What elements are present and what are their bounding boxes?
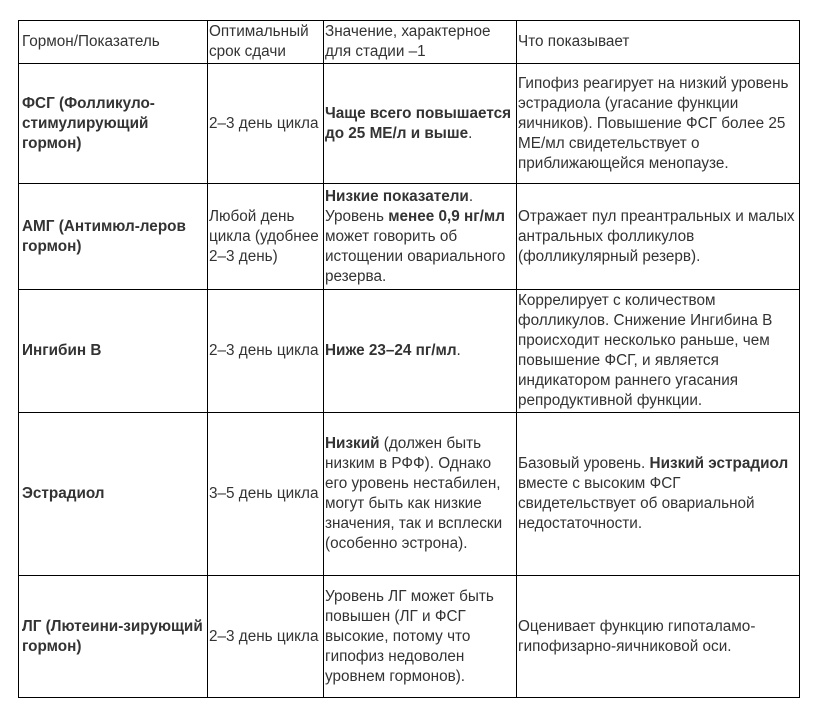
cell-hormone xyxy=(19,290,208,413)
meaning-text-2: вместе с высоким ФСГ свидетельствует об овариальной недостаточности. xyxy=(518,475,755,532)
value-bold: Чаще всего повышается до 25 МЕ/л и выше xyxy=(325,104,512,142)
value-bold-2: менее 0,9 нг/мл xyxy=(388,207,505,225)
cell-timing: Любой день цикла (удобнее 2–3 день) xyxy=(208,184,324,290)
cell-value: Уровень ЛГ может быть повышен (ЛГ и ФСГ высокие, потому что гипофиз недоволен уровнем гормонов). xyxy=(324,576,517,698)
table-row-amh xyxy=(19,184,800,290)
hormone-name: АМГ (Антимюл-леров гормон) xyxy=(22,217,186,255)
cell-hormone xyxy=(19,413,208,576)
cell-meaning: Гипофиз реагирует на низкий уровень эстрадиола (угасание функции яичников). Повышение ФСГ более 25 МЕ/мл свидетельствует о приближающейся менопаузе. xyxy=(517,64,800,184)
cell-timing: 2–3 день цикла xyxy=(208,576,324,698)
cell-timing: 2–3 день цикла xyxy=(208,64,324,184)
cell-hormone xyxy=(19,184,208,290)
cell-meaning: Оценивает функцию гипоталамо-гипофизарно-яичниковой оси. xyxy=(517,576,800,698)
hormone-name: ФСГ (Фолликуло-стимулирующий гормон) xyxy=(22,94,155,152)
value-bold: Ниже 23–24 пг/мл xyxy=(325,342,457,359)
table-row-fsh xyxy=(19,64,800,184)
cell-hormone xyxy=(19,576,208,698)
value-text: (должен быть низким в РФФ). Однако его уровень нестабилен, могут быть как низкие значения, так и всплески (особенно эстрона). xyxy=(325,435,503,552)
value-text: . Уровень xyxy=(325,187,474,225)
hormone-table xyxy=(18,20,800,698)
table-header-row xyxy=(19,21,800,64)
hormone-name: Эстрадиол xyxy=(22,485,105,502)
table-row-estradiol xyxy=(19,413,800,576)
table-row-inhibin xyxy=(19,290,800,413)
value-text: . xyxy=(456,342,461,359)
header-value: Значение, характерное для стадии –1 xyxy=(324,21,517,64)
cell-value xyxy=(324,290,517,413)
cell-timing: 3–5 день цикла xyxy=(208,413,324,576)
cell-meaning xyxy=(517,413,800,576)
cell-meaning: Отражает пул преантральных и малых антральных фолликулов (фолликулярный резерв). xyxy=(517,184,800,290)
cell-timing: 2–3 день цикла xyxy=(208,290,324,413)
header-hormone: Гормон/Показатель xyxy=(19,21,208,64)
value-bold: Низкий xyxy=(325,435,380,452)
hormone-name: Ингибин В xyxy=(22,342,102,359)
cell-value xyxy=(324,413,517,576)
hormone-name: ЛГ (Лютеини-зирующий гормон) xyxy=(22,617,203,655)
header-meaning: Что показывает xyxy=(517,21,800,64)
cell-value xyxy=(324,64,517,184)
meaning-bold: Низкий эстрадиол xyxy=(649,455,789,472)
value-text-2: может говорить об истощении овариального резерва. xyxy=(325,227,506,285)
value-text: . xyxy=(468,124,473,142)
table-row-lh xyxy=(19,576,800,698)
value-bold: Низкие показатели xyxy=(325,187,469,205)
cell-hormone xyxy=(19,64,208,184)
cell-meaning: Коррелирует с количеством фолликулов. Снижение Ингибина В происходит несколько раньше, чем повышение ФСГ, и является индикатором раннего угасания репродуктивной функции. xyxy=(517,290,800,413)
cell-value xyxy=(324,184,517,290)
header-timing: Оптимальный срок сдачи xyxy=(208,21,324,64)
meaning-text: Базовый уровень. xyxy=(518,455,650,472)
